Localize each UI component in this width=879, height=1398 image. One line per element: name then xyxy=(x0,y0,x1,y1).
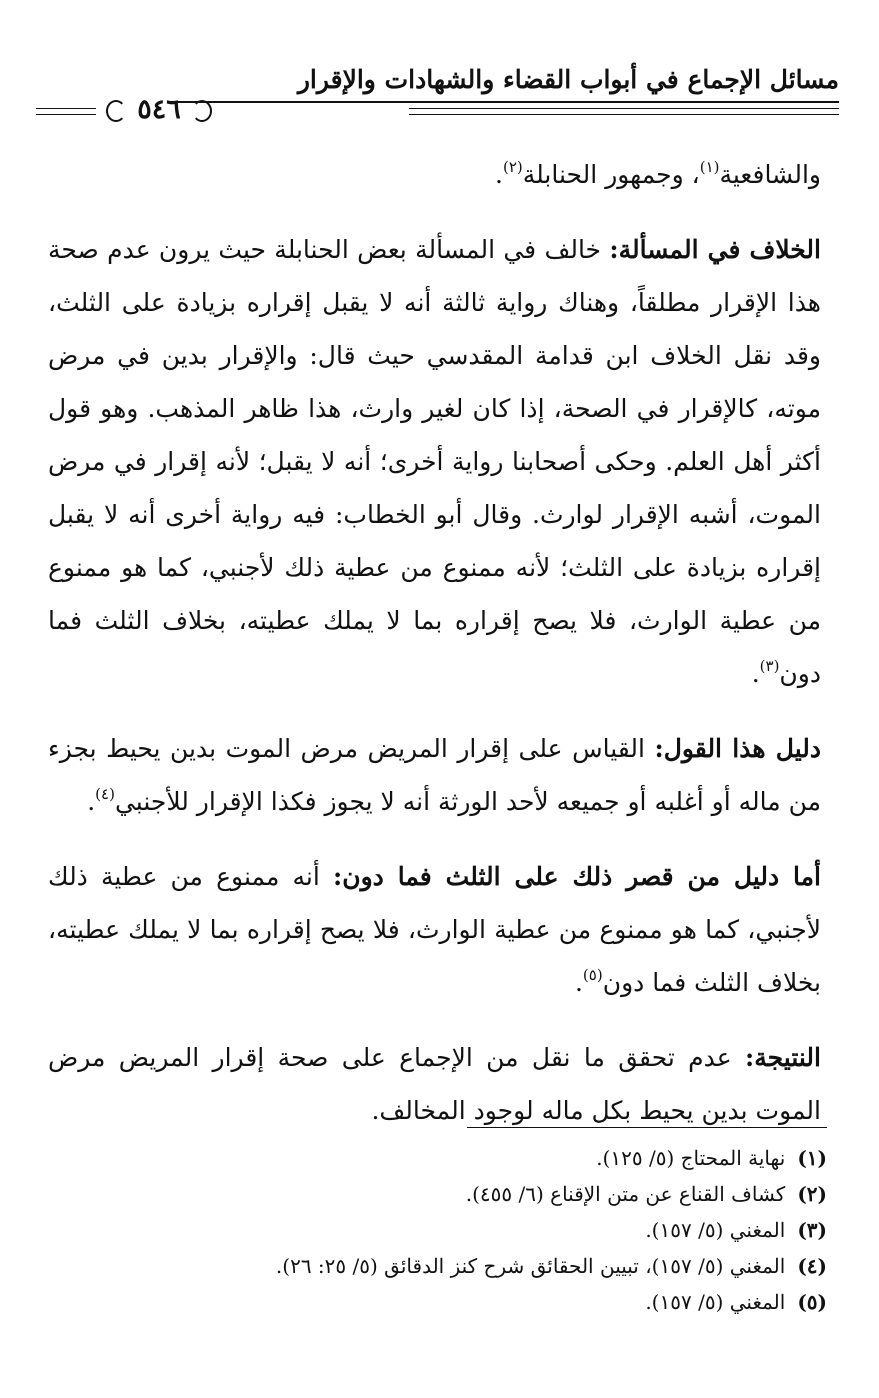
footnote-item xyxy=(48,1212,827,1248)
footnote-number: (٤) xyxy=(797,1254,827,1278)
footnote-number: (٥) xyxy=(797,1290,827,1314)
section-heading: النتيجة: xyxy=(745,1043,821,1072)
paragraph-third-evidence xyxy=(48,850,821,1013)
paragraph-end: . xyxy=(495,160,503,189)
paragraph-end: . xyxy=(574,968,583,997)
footnote-text: المغني (٥/ ١٥٧). xyxy=(645,1218,786,1242)
paragraph-text: والشافعية xyxy=(719,160,821,189)
running-title: مسائل الإجماع في أبواب القضاء والشهادات والإقرار xyxy=(297,65,839,94)
paragraph-end: . xyxy=(751,659,760,688)
footnote-item xyxy=(48,1176,827,1212)
body-text xyxy=(48,148,821,1155)
header-double-rule-right xyxy=(409,108,839,115)
footnote-number: (٣) xyxy=(797,1218,827,1242)
paragraph-text: خالف في المسألة بعض الحنابلة حيث يرون عدم صحة هذا الإقرار مطلقاً، وهناك رواية ثالثة أنه لا يقبل إقراره بزيادة على الثلث، وقد نقل الخلاف ابن قدامة المقدسي حيث قال: والإقرار بدين في مرض موته، كالإقرار في الصحة، إذا كان لغير وارث، هذا ظاهر المذهب. وهو قول أكثر أهل العلم. وحكى أصحابنا رواية أخرى؛ أنه لا يقبل؛ لأنه إقرار في مرض الموت، أشبه الإقرار لوارث. وقال أبو الخطاب: فيه رواية أخرى أنه لا يقبل إقراره بزيادة على الثلث؛ لأنه ممنوع من عطية ذلك لأجنبي، كما هو ممنوع من عطية الوارث، فلا يصح إقراره بما لا يملك عطيته، بخلاف الثلث فما دون xyxy=(48,235,821,688)
paragraph-text: ، وجمهور الحنابلة xyxy=(522,160,700,189)
section-heading: الخلاف في المسألة: xyxy=(609,235,821,264)
paragraph-text: عدم تحقق ما نقل من الإجماع على صحة إقرار المريض مرض الموت بدين يحيط بكل ماله لوجود المخالف. xyxy=(48,1043,821,1125)
section-heading: دليل هذا القول: xyxy=(654,734,821,763)
footnote-number: (٢) xyxy=(797,1182,827,1206)
paragraph-disagreement xyxy=(48,223,821,704)
page-number-row xyxy=(36,88,839,134)
footnote-text: نهاية المحتاج (٥/ ١٢٥). xyxy=(596,1146,786,1170)
footnote-separator xyxy=(467,1127,827,1128)
footnote-item xyxy=(48,1248,827,1284)
page-number: ٥٤٦ xyxy=(104,92,214,128)
footnote-text: كشاف القناع عن متن الإقناع (٦/ ٤٥٥). xyxy=(465,1182,786,1206)
paragraph-text: القياس على إقرار المريض مرض الموت بدين يحيط بجزء من ماله أو أغلبه أو جميعه لأحد الورثة أنه لا يجوز فكذا الإقرار للأجنبي xyxy=(48,734,821,816)
footnote-ref[interactable]: (١) xyxy=(699,158,720,176)
paragraph-evidence xyxy=(48,722,821,832)
paragraph-end: . xyxy=(87,787,96,816)
footnote-item xyxy=(48,1140,827,1176)
header-double-rule-left xyxy=(36,108,96,115)
paragraph-1 xyxy=(48,148,821,205)
paragraph-text: أنه ممنوع من عطية ذلك لأجنبي، كما هو ممنوع من عطية الوارث، فلا يصح إقراره بما لا يملك عطيته، بخلاف الثلث فما دون xyxy=(48,862,821,997)
footnote-ref[interactable]: (٤) xyxy=(95,785,115,803)
footnote-ref[interactable]: (٥) xyxy=(582,966,603,984)
section-heading: أما دليل من قصر ذلك على الثلث فما دون: xyxy=(332,862,821,891)
footnote-text: المغني (٥/ ١٥٧). xyxy=(645,1290,786,1314)
footnotes xyxy=(48,1140,827,1320)
footnote-text: المغني (٥/ ١٥٧)، تبيين الحقائق شرح كنز الدقائق (٥/ ٢٥: ٢٦). xyxy=(275,1254,786,1278)
footnote-item xyxy=(48,1284,827,1320)
footnote-number: (١) xyxy=(797,1146,827,1170)
footnote-ref[interactable]: (٢) xyxy=(502,158,523,176)
paragraph-result xyxy=(48,1031,821,1137)
footnote-ref[interactable]: (٣) xyxy=(759,657,780,675)
